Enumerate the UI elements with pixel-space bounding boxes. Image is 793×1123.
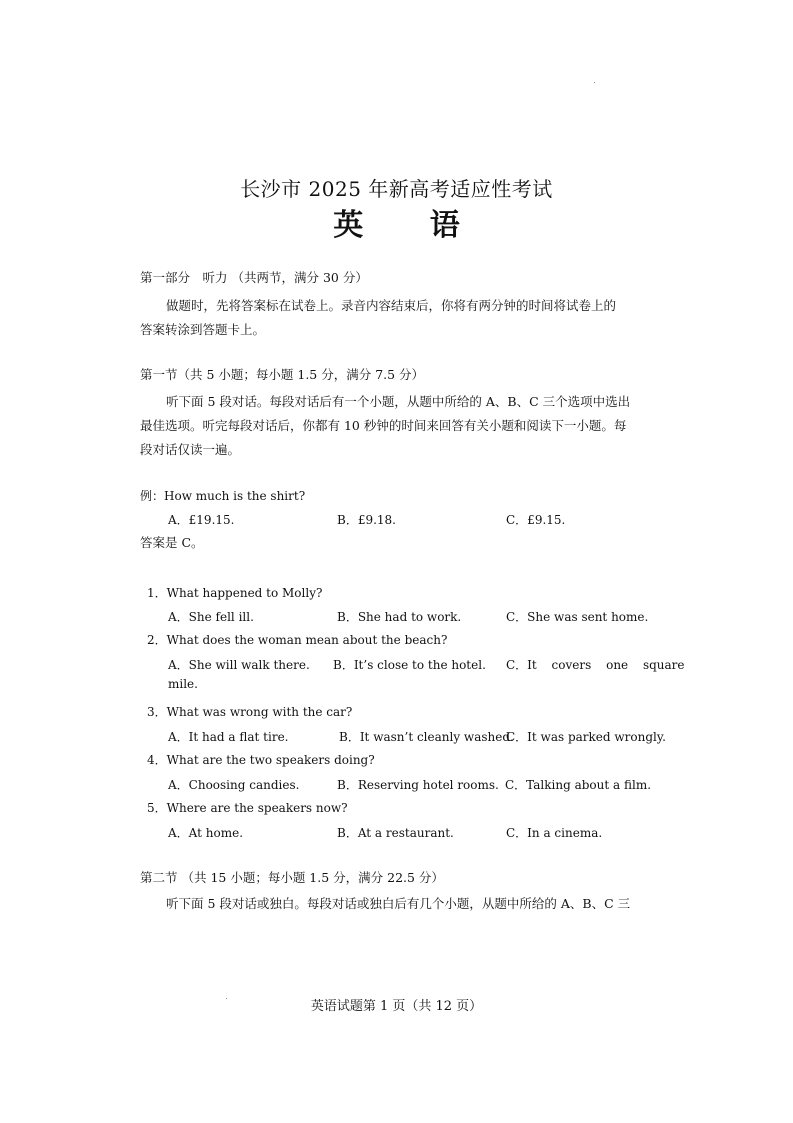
question-3-option-c: C．It was parked wrongly. [506,730,666,744]
example-option-b: B．£9.18. [337,513,396,527]
question-5-option-c: C．In a cinema. [506,826,603,840]
question-3: 3．What was wrong with the car? [147,705,353,719]
question-2-option-a: A．She will walk there. [168,658,310,672]
part1-intro-line2: 答案转涂到答题卡上。 [140,322,266,337]
question-1-option-a: A．She fell ill. [168,610,254,624]
question-3-option-b: B．It wasn’t cleanly washed. [339,730,514,744]
scan-speck [594,82,595,83]
part1-intro-line1: 做题时，先将答案标在试卷上。录音内容结束后，你将有两分钟的时间将试卷上的 [166,298,617,313]
question-1-option-b: B．She had to work. [337,610,462,624]
exam-title: 长沙市 2025 年新高考适应性考试 [240,177,553,201]
section1-heading: 第一节（共 5 小题；每小题 1.5 分，满分 7.5 分） [140,367,425,382]
example-answer: 答案是 C。 [140,535,204,550]
question-3-option-a: A．It had a flat tire. [168,730,289,744]
question-5-option-b: B．At a restaurant. [337,826,454,840]
question-4: 4．What are the two speakers doing? [147,753,375,767]
section2-intro-line1: 听下面 5 段对话或独白。每段对话或独白后有几个小题，从题中所给的 A、B、C 三 [166,896,631,911]
question-1: 1．What happened to Molly? [147,586,323,600]
page-footer: 英语试题第 1 页（共 12 页） [310,999,483,1014]
example-option-c: C．£9.15. [506,513,566,527]
question-2-option-c-continued: mile. [168,677,198,691]
question-1-option-c: C．She was sent home. [506,610,649,624]
question-4-option-b: B．Reserving hotel rooms. [337,778,499,792]
question-5: 5．Where are the speakers now? [147,801,348,815]
section1-intro-line3: 段对话仅读一遍。 [140,442,241,457]
section1-intro-line2: 最佳选项。听完每段对话后，你都有 10 秒钟的时间来回答有关小题和阅读下一小题。每 [140,418,627,433]
example-question: 例：How much is the shirt? [140,489,306,503]
question-5-option-a: A．At home. [168,826,244,840]
example-option-a: A．£19.15. [168,513,235,527]
section2-heading: 第二节 （共 15 小题；每小题 1.5 分，满分 22.5 分） [140,870,444,885]
question-2: 2．What does the woman mean about the beach? [147,633,448,647]
section1-intro-line1: 听下面 5 段对话。每段对话后有一个小题，从题中所给的 A、B、C 三个选项中选出 [166,394,631,409]
subject-title: 英 语 [333,208,488,243]
question-2-option-c: C．It covers one square [506,658,685,672]
question-4-option-a: A．Choosing candies. [168,778,300,792]
question-2-option-b: B．It’s close to the hotel. [333,658,486,672]
question-4-option-c: C．Talking about a film. [505,778,652,792]
part1-heading: 第一部分 听力 （共两节，满分 30 分） [140,270,368,285]
